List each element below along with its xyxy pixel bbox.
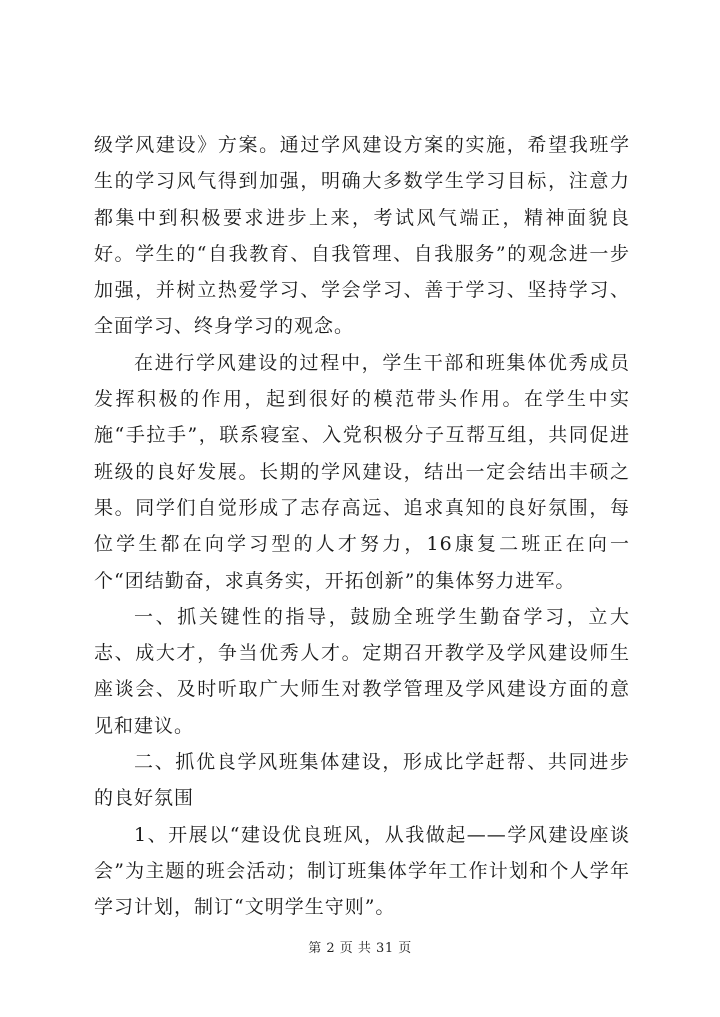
paragraph-2: 在进行学风建设的过程中，学生干部和班集体优秀成员发挥积极的作用，起到很好的模范带头作用。在学生中实施“手拉手”，联系寝室、入党积极分子互帮互组，共同促进班级的良好发展。长期的学风建设，结出一定会结出丰硕之果。同学们自觉形成了志存高远、追求真知的良好氛围，每位学生都在向学习型的人才努力，16康复二班正在向一个“团结勤奋，求真务实，开拓创新”的集体努力进军。 [94,351,630,592]
document-body [94,127,630,926]
page-footer: 第 2 页 共 31 页 [308,941,412,956]
paragraph-3: 一、抓关键性的指导，鼓励全班学生勤奋学习，立大志、成大才，争当优秀人才。定期召开教学及学风建设师生座谈会、及时听取广大师生对教学管理及学风建设方面的意见和建议。 [94,605,630,737]
paragraph-5: 1、开展以“建设优良班风，从我做起——学风建设座谈会”为主题的班会活动；制订班集体学年工作计划和个人学年学习计划，制订“文明学生守则”。 [94,823,630,919]
paragraph-4: 二、抓优良学风班集体建设，形成比学赶帮、共同进步的良好氛围 [94,751,630,810]
paragraph-1: 级学风建设》方案。通过学风建设方案的实施，希望我班学生的学习风气得到加强，明确大多数学生学习目标，注意力都集中到积极要求进步上来，考试风气端正，精神面貌良好。学生的“自我教育、自我管理、自我服务”的观念进一步加强，并树立热爱学习、学会学习、善于学习、坚持学习、全面学习、终身学习的观念。 [94,134,630,338]
